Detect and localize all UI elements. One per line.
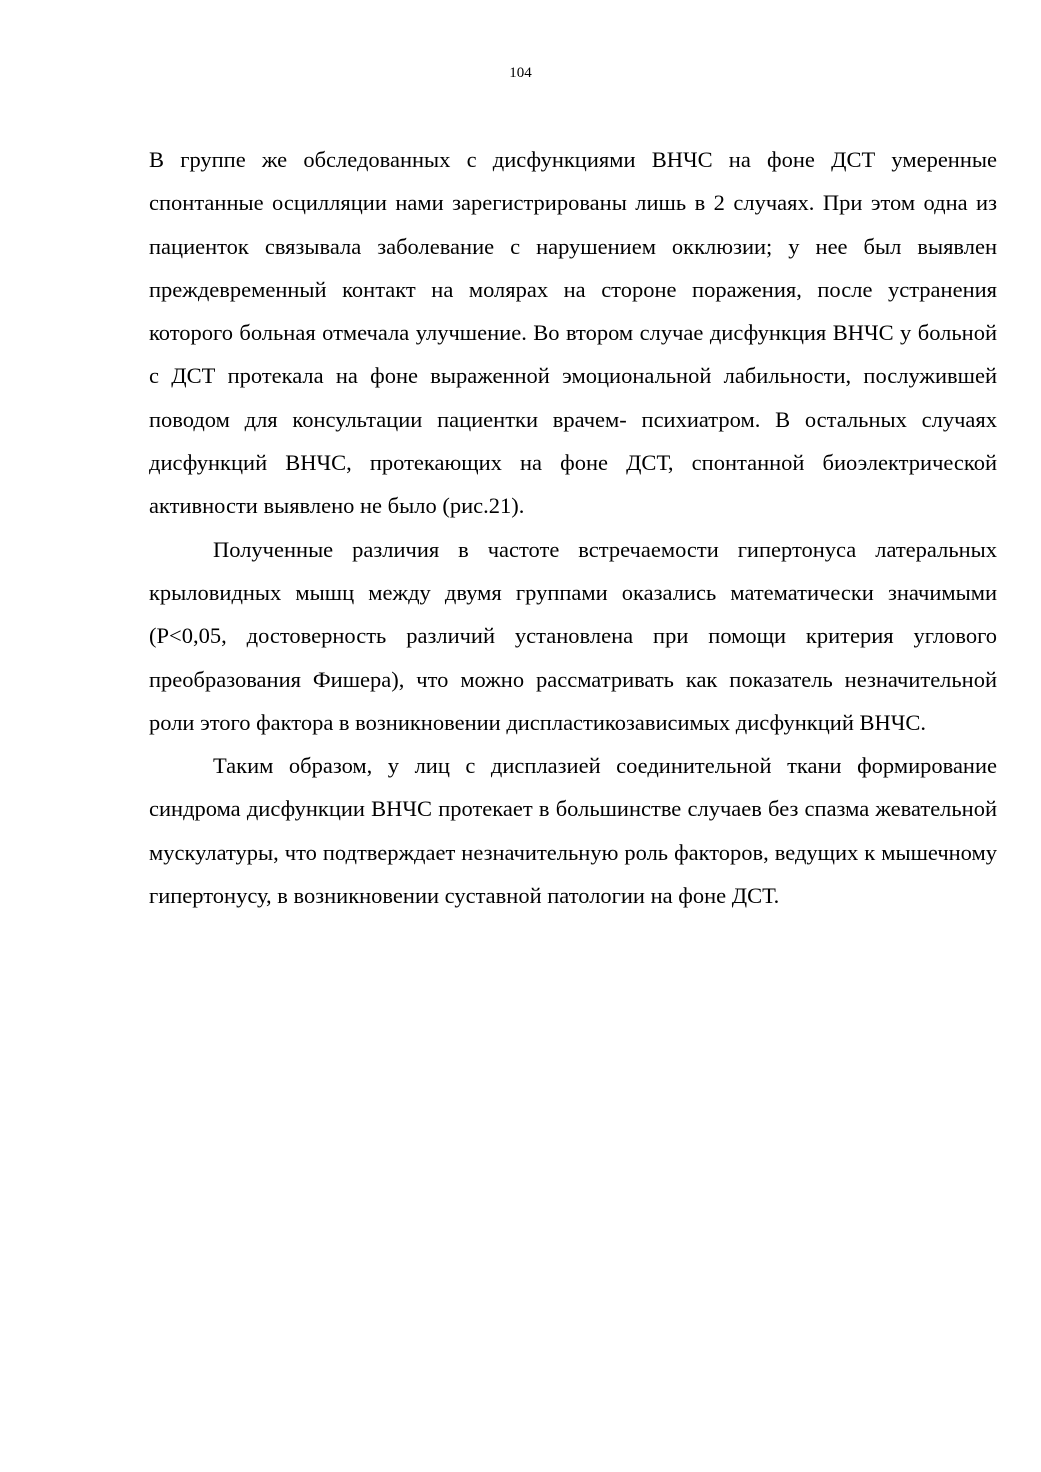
paragraph-3: Таким образом, у лиц с дисплазией соединительной ткани формирование синдрома дисфункции ВНЧС протекает в большинстве случаев без спазма жевательной мускулатуры, что подтверждает незначительную роль факторов, ведущих к мышечному гипертонусу, в возникновении суставной патологии на фоне ДСТ. [149, 753, 997, 909]
page-number: 104 [509, 65, 532, 81]
paragraph-2: Полученные различия в частоте встречаемости гипертонуса латеральных крыловидных мышц между двумя группами оказались математически значимыми (P<0,05, достоверность различий установлена при помощи критерия углового преобразования Фишера), что можно рассматривать как показатель незначительной роли этого фактора в возникновении диспластикозависимых дисфункций ВНЧС. [149, 536, 997, 735]
body-text [149, 138, 997, 917]
paragraph-1: В группе же обследованных с дисфункциями ВНЧС на фоне ДСТ умеренные спонтанные осцилляции нами зарегистрированы лишь в 2 случаях. При этом одна из пациенток связывала заболевание с нарушением окклюзии; у нее был выявлен преждевременный контакт на молярах на стороне поражения, после устранения которого больная отмечала улучшение. Во втором случае дисфункция ВНЧС у больной с ДСТ протекала на фоне выраженной эмоциональной лабильности, послужившей поводом для консультации пациентки врачем- психиатром. В остальных случаях дисфункций ВНЧС, протекающих на фоне ДСТ, спонтанной биоэлектрической активности выявлено не было (рис.21). [149, 147, 997, 519]
